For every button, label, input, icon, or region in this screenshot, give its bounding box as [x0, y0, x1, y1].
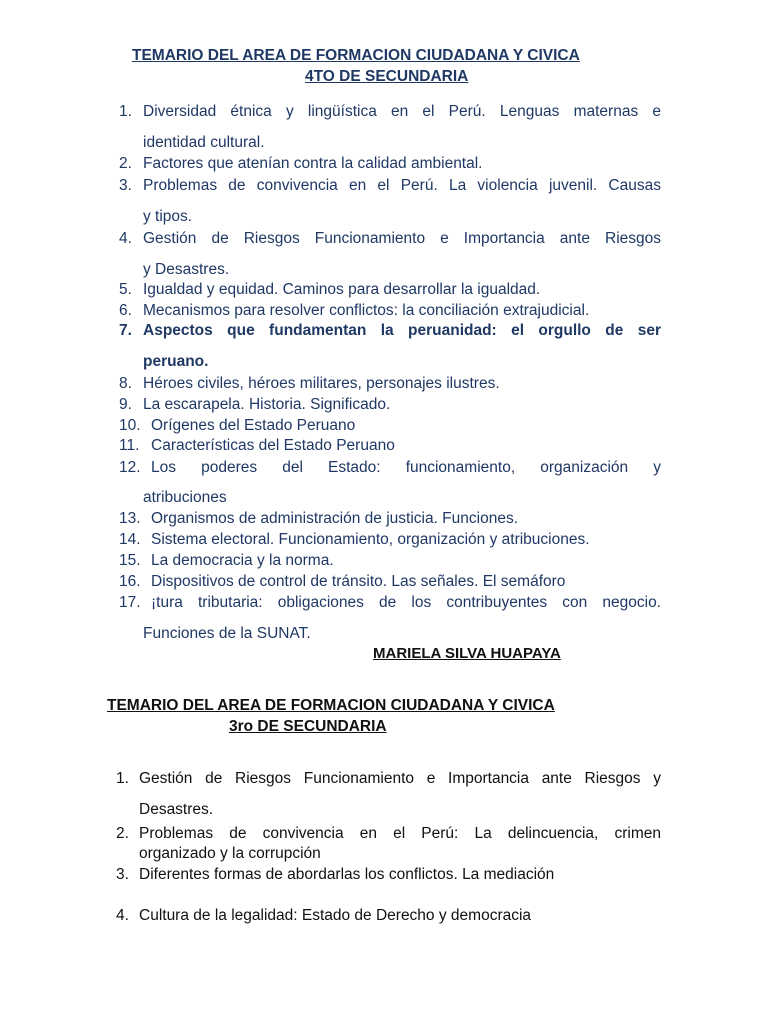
- topic-4to-item-text: Mecanismos para resolver conflictos: la conciliación extrajudicial.: [143, 302, 590, 319]
- topic-3ro-item-text: Problemas de convivencia en el Perú: La delincuencia, crimen: [139, 825, 661, 842]
- topic-3ro-item-text: Gestión de Riesgos Funcionamiento e Importancia ante Riesgos y: [139, 770, 661, 787]
- topic-4to-item-number: 14.: [119, 531, 141, 548]
- topic-4to-item-number: 9.: [119, 396, 132, 413]
- topic-4to-item-text: Organismos de administración de justicia. Funciones.: [151, 510, 519, 527]
- topic-4to-item-text: atribuciones: [143, 489, 227, 506]
- topic-4to-item-number: 6.: [119, 302, 132, 319]
- topic-4to-item-text: Funciones de la SUNAT.: [143, 625, 311, 642]
- topic-3ro-item-number: 3.: [116, 866, 129, 883]
- topic-4to-item-number: 11.: [119, 437, 140, 454]
- topic-4to-item-text: identidad cultural.: [143, 134, 265, 151]
- topic-3ro-item-number: 2.: [116, 825, 129, 842]
- topic-4to-item-text: y Desastres.: [143, 261, 230, 278]
- topic-4to-item-text: Orígenes del Estado Peruano: [151, 417, 356, 434]
- section-4to-title-line2: 4TO DE SECUNDARIA: [305, 68, 469, 85]
- topic-3ro-item-text: Cultura de la legalidad: Estado de Derecho y democracia: [139, 907, 532, 924]
- author-name: MARIELA SILVA HUAPAYA: [373, 645, 561, 662]
- topic-4to-item-text: Igualdad y equidad. Caminos para desarrollar la igualdad.: [143, 281, 541, 298]
- topic-4to-item-number: 3.: [119, 177, 132, 194]
- topic-4to-item-text: y tipos.: [143, 208, 193, 225]
- topic-4to-item-text: Características del Estado Peruano: [151, 437, 395, 454]
- topic-4to-item-number: 17.: [119, 594, 141, 611]
- section-3ro-title-line1: TEMARIO DEL AREA DE FORMACION CIUDADANA Y CIVICA: [107, 697, 555, 714]
- topic-4to-item-text: Sistema electoral. Funcionamiento, organización y atribuciones.: [151, 531, 590, 548]
- topic-3ro-item-number: 1.: [116, 770, 129, 787]
- topic-4to-item-text: ¡tura tributaria: obligaciones de los contribuyentes con negocio.: [151, 594, 661, 611]
- topic-4to-item-text: Los poderes del Estado: funcionamiento, organización y: [151, 459, 661, 476]
- topic-4to-item-number: 2.: [119, 155, 132, 172]
- topic-3ro-item-text: organizado y la corrupción: [139, 845, 321, 862]
- topic-4to-item-number: 16.: [119, 573, 141, 590]
- topic-4to-item-text: Gestión de Riesgos Funcionamiento e Importancia ante Riesgos: [143, 230, 661, 247]
- topic-4to-item-number: 5.: [119, 281, 132, 298]
- topic-3ro-item-text: Diferentes formas de abordarlas los conflictos. La mediación: [139, 866, 555, 883]
- topic-3ro-item-text: Desastres.: [139, 801, 214, 818]
- topic-4to-item-number: 12.: [119, 459, 141, 476]
- topic-4to-item-text: peruano.: [143, 353, 209, 370]
- topic-4to-item-text: Problemas de convivencia en el Perú. La violencia juvenil. Causas: [143, 177, 661, 194]
- topic-4to-item-text: Héroes civiles, héroes militares, personajes ilustres.: [143, 375, 500, 392]
- topic-4to-item-text: Aspectos que fundamentan la peruanidad: el orgullo de ser: [143, 322, 661, 339]
- topic-4to-item-text: La democracia y la norma.: [151, 552, 334, 569]
- topic-4to-item-number: 15.: [119, 552, 141, 569]
- section-4to-title-line1: TEMARIO DEL AREA DE FORMACION CIUDADANA Y CIVICA: [132, 47, 580, 64]
- topic-4to-item-number: 4.: [119, 230, 132, 247]
- section-3ro-title-line2: 3ro DE SECUNDARIA: [229, 718, 387, 735]
- topic-4to-item-text: Dispositivos de control de tránsito. Las señales. El semáforo: [151, 573, 566, 590]
- topic-4to-item-number: 7.: [119, 322, 132, 339]
- topic-4to-item-text: Factores que atenían contra la calidad ambiental.: [143, 155, 483, 172]
- topic-4to-item-number: 8.: [119, 375, 132, 392]
- topic-4to-item-number: 13.: [119, 510, 141, 527]
- topic-4to-item-number: 10.: [119, 417, 141, 434]
- topic-4to-item-number: 1.: [119, 103, 132, 120]
- topic-4to-item-text: La escarapela. Historia. Significado.: [143, 396, 391, 413]
- topic-4to-item-text: Diversidad étnica y lingüística en el Perú. Lenguas maternas e: [143, 103, 661, 120]
- topic-3ro-item-number: 4.: [116, 907, 129, 924]
